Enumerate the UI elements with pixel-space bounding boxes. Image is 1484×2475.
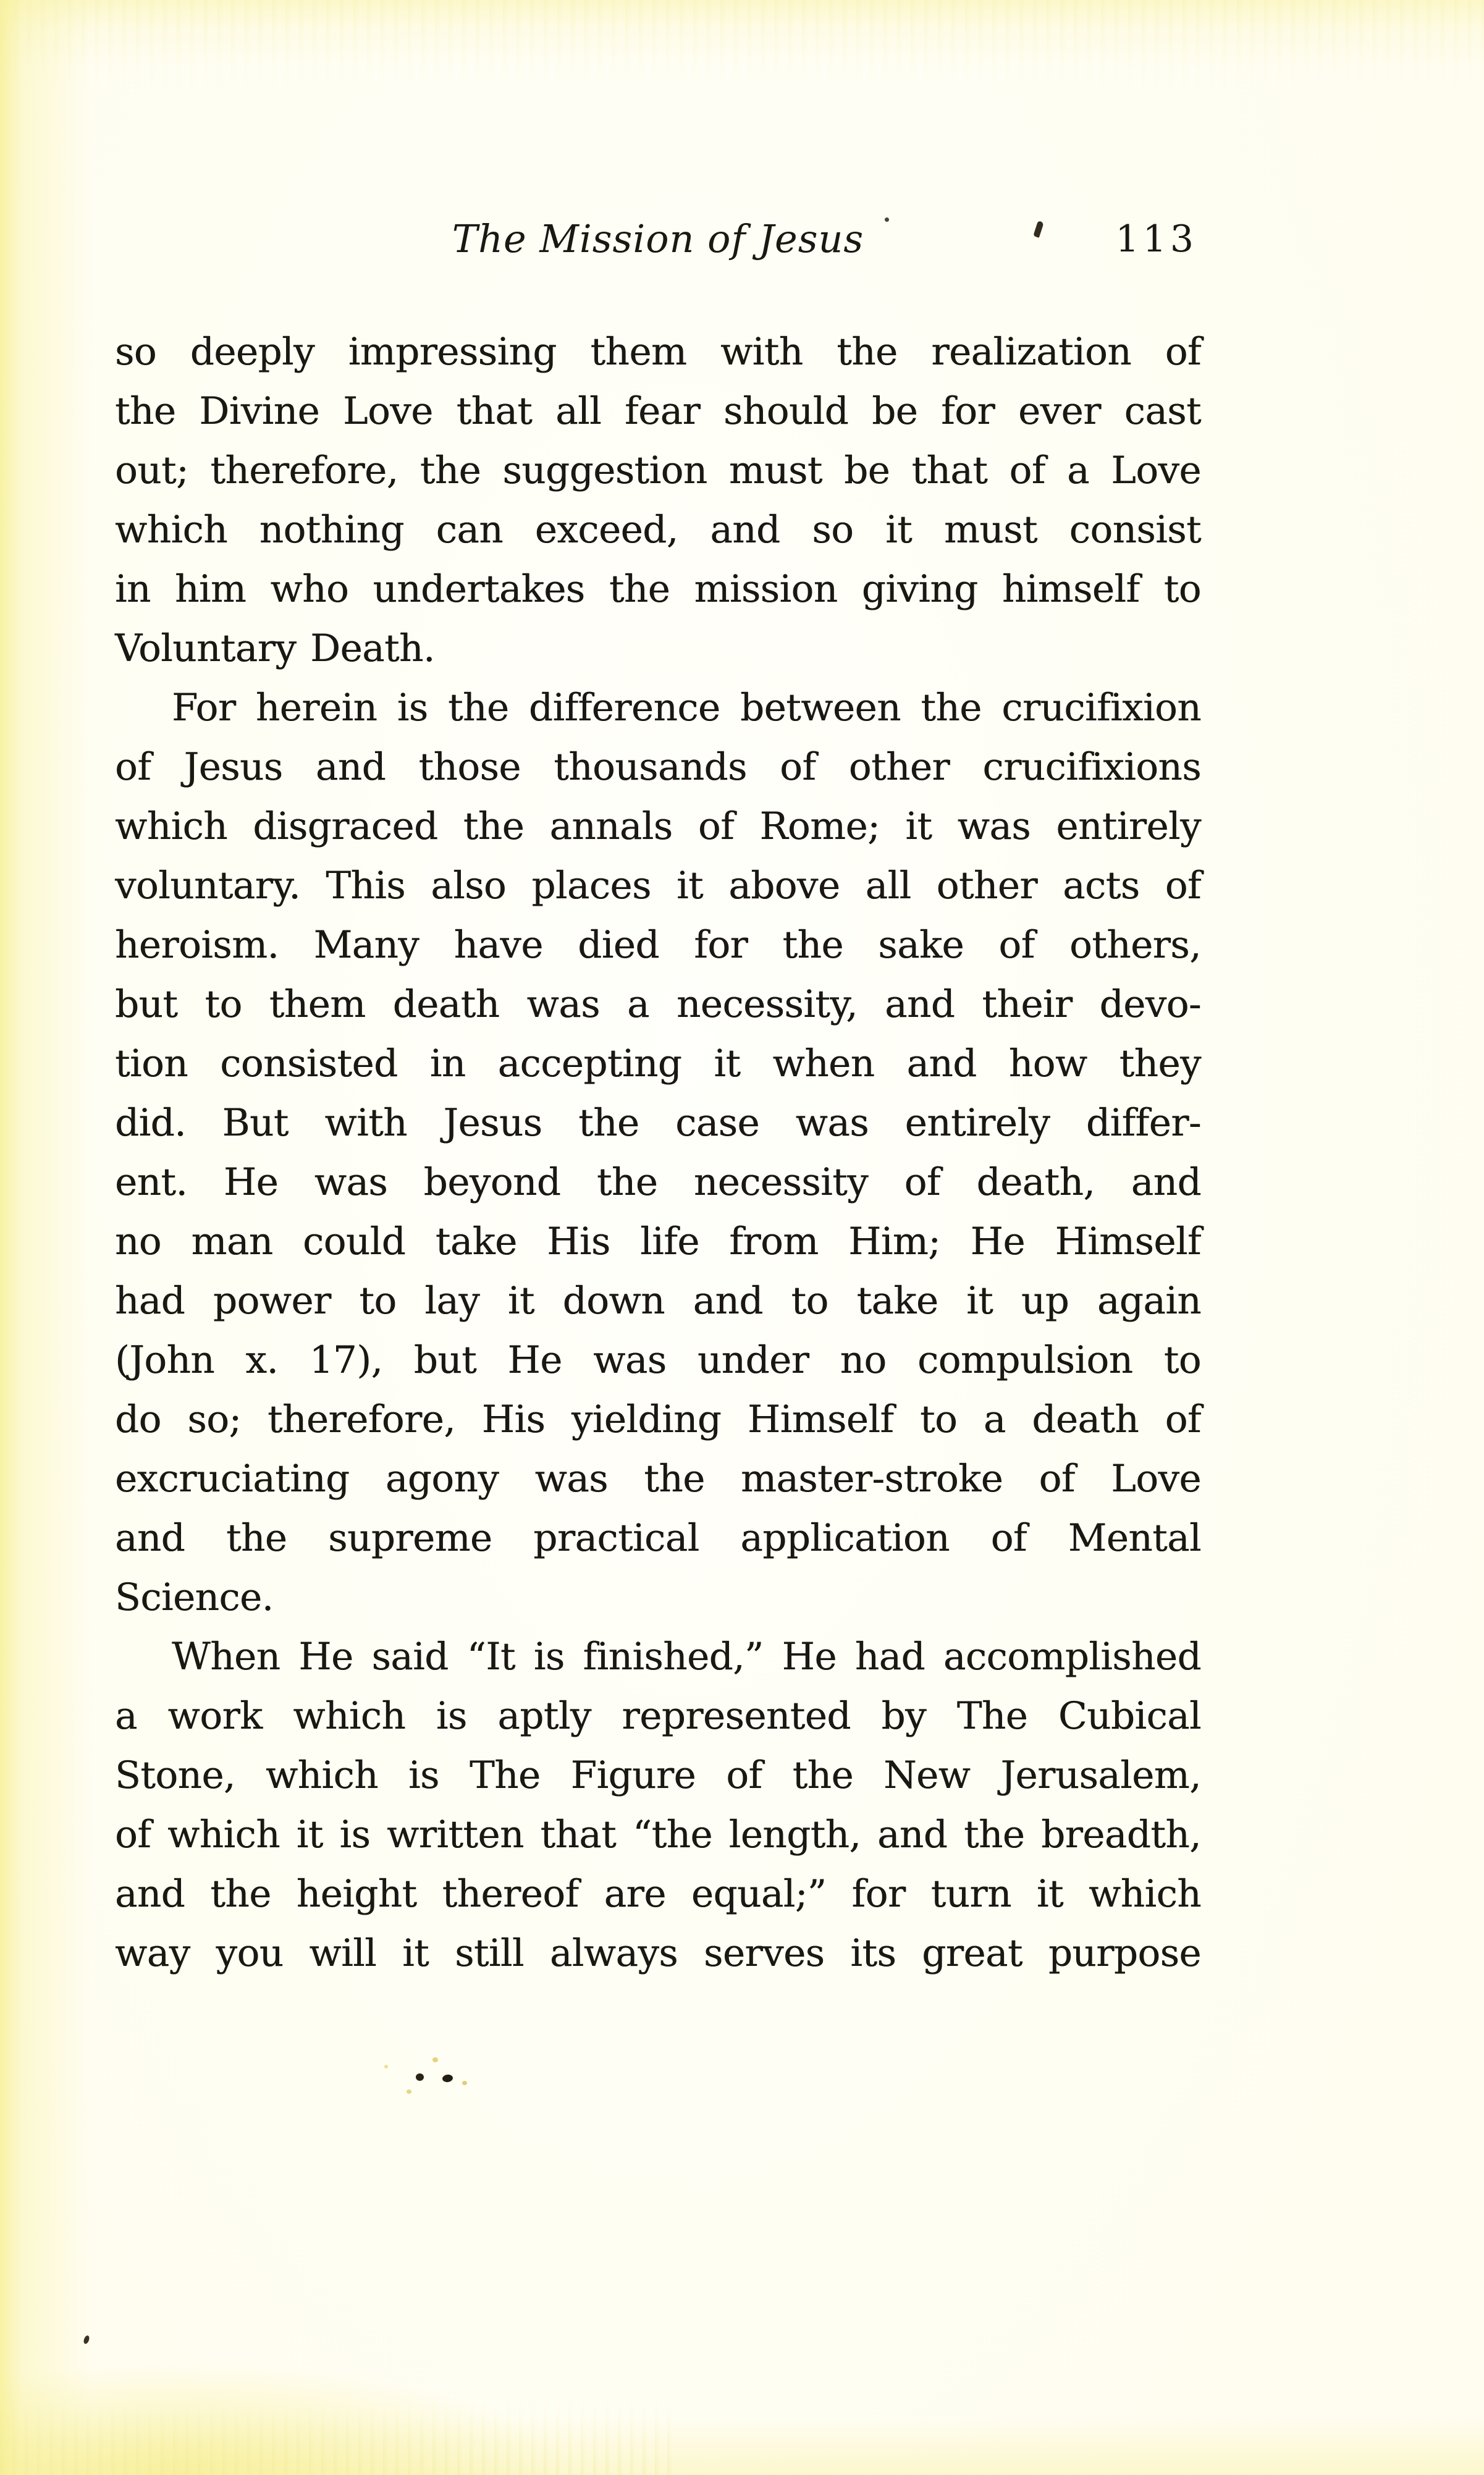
scan-speck [442, 2074, 453, 2083]
text-line: and the height thereof are equal;” for turn it which [115, 1872, 1201, 1916]
text-line: the Divine Love that all fear should be for ever cast [115, 389, 1201, 433]
text-line: Stone, which is The Figure of the New Jerusalem, [115, 1753, 1201, 1797]
scan-speck [416, 2073, 424, 2081]
scan-speck [462, 2081, 467, 2085]
text-line: out; therefore, the suggestion must be that of a Love [115, 449, 1201, 492]
text-line: do so; therefore, His yielding Himself to a death of [115, 1398, 1201, 1441]
text-line: For herein is the difference between the crucifixion [172, 686, 1201, 730]
text-line: Voluntary Death. [115, 626, 435, 670]
text-line: which disgraced the annals of Rome; it was entirely [115, 804, 1201, 848]
paragraph [115, 678, 1201, 1627]
scan-speck [83, 2335, 90, 2345]
text-line: way you will it still always serves its great purpose [115, 1931, 1201, 1975]
text-line: (John x. 17), but He was under no compulsion to [115, 1338, 1201, 1382]
text-line: did. But with Jesus the case was entirely differ- [115, 1101, 1201, 1145]
body-text [115, 323, 1201, 1983]
text-line: but to them death was a necessity, and their devo- [115, 982, 1201, 1026]
paragraph [115, 1627, 1201, 1983]
text-line: tion consisted in accepting it when and how they [115, 1042, 1201, 1086]
text-line: so deeply impressing them with the realization of [115, 330, 1201, 374]
text-line: When He said “It is finished,” He had accomplished [172, 1635, 1201, 1679]
scan-speck [407, 2089, 411, 2094]
text-line: of Jesus and those thousands of other crucifixions [115, 745, 1201, 789]
text-line: Science. [115, 1575, 274, 1619]
page-number: 113 [1115, 217, 1197, 261]
running-head [115, 216, 1201, 276]
text-line: no man could take His life from Him; He Himself [115, 1220, 1201, 1263]
text-line: heroism. Many have died for the sake of others, [115, 923, 1201, 967]
paragraph [115, 323, 1201, 678]
text-line: excruciating agony was the master-stroke of Love [115, 1457, 1201, 1501]
text-line: in him who undertakes the mission giving himself to [115, 567, 1201, 611]
text-line: which nothing can exceed, and so it must consist [115, 508, 1201, 552]
text-line: a work which is aptly represented by The Cubical [115, 1694, 1201, 1738]
text-line: of which it is written that “the length, and the breadth, [115, 1813, 1201, 1857]
text-line: and the supreme practical application of Mental [115, 1516, 1201, 1560]
scan-speck [432, 2057, 438, 2062]
text-line: had power to lay it down and to take it up again [115, 1279, 1201, 1323]
page-header-title: The Mission of Jesus [452, 216, 864, 261]
text-line: voluntary. This also places it above all other acts of [115, 864, 1201, 908]
scan-speck [384, 2065, 388, 2068]
text-line: ent. He was beyond the necessity of death, and [115, 1160, 1201, 1204]
